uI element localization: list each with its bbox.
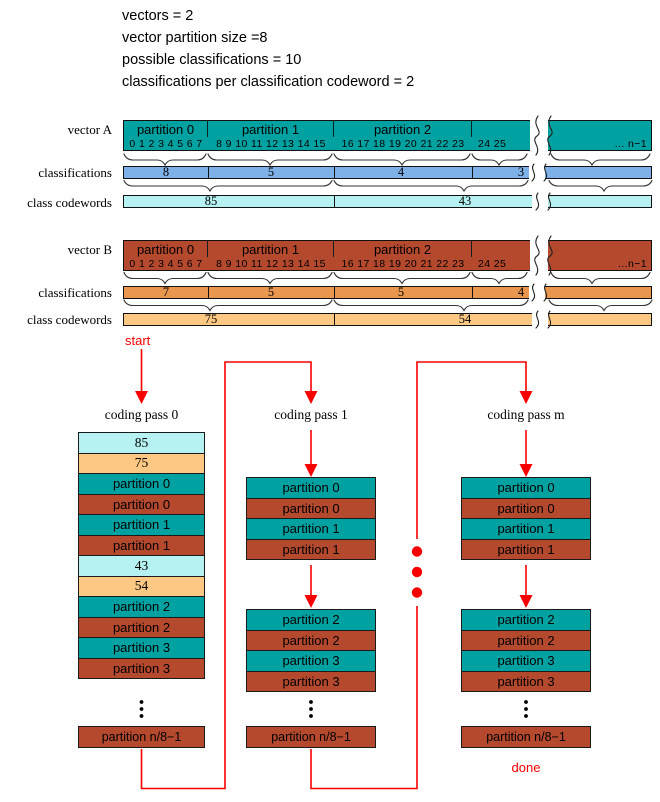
- divider: [334, 167, 335, 178]
- intro-line: vectors = 2: [122, 8, 194, 24]
- coding-pass-1-last-box: partition n/8−1: [246, 726, 376, 748]
- stack-box-codeword: 75: [78, 453, 205, 475]
- vector-b-partition-row: [124, 241, 651, 257]
- stack-box-partition: partition 0: [461, 498, 591, 520]
- divider: [472, 287, 473, 298]
- codeword-value: 85: [204, 194, 218, 208]
- classification-value: 5: [267, 285, 275, 299]
- stack-box-partition: partition 3: [461, 671, 591, 693]
- start-label: start: [125, 333, 151, 348]
- divider: [208, 167, 209, 178]
- classification-value: 3: [517, 165, 525, 179]
- partition-label: partition 1: [208, 241, 334, 257]
- number-group: 16 17 18 19 20 21 22 23: [341, 137, 465, 150]
- label-class-codewords-b: class codewords: [27, 312, 112, 327]
- vector-a-partition-row: [124, 121, 651, 137]
- stack-box-partition: partition 1: [461, 539, 591, 561]
- stack-box-codeword: 85: [78, 432, 205, 454]
- label-class-codewords-a: class codewords: [27, 195, 112, 210]
- coding-pass-m-last-box: partition n/8−1: [461, 726, 591, 748]
- partition-label: partition 0: [124, 121, 208, 137]
- partition-label: partition 2: [334, 121, 472, 137]
- vector-b-bar: [123, 240, 652, 271]
- vector-a-bar: [123, 120, 652, 151]
- stack-box-partition: partition 3: [246, 671, 376, 693]
- label-vector-b: vector B: [67, 242, 112, 257]
- codeword-value: 54: [458, 312, 472, 326]
- number-group: 8 9 10 11 12 13 14 15: [216, 257, 326, 270]
- number-group: 0 1 2 3 4 5 6 7: [129, 257, 203, 270]
- stack-box-partition: partition 2: [246, 609, 376, 631]
- partition-label-blank: [472, 121, 651, 137]
- coding-pass-m-group-2: [461, 609, 591, 692]
- label-classifications-a: classifications: [38, 165, 112, 180]
- partition-label-blank: [472, 241, 651, 257]
- stack-box-partition: partition 3: [78, 658, 205, 680]
- vector-a-number-row: [124, 137, 651, 150]
- stack-box-partition: partition 1: [246, 539, 376, 561]
- coding-pass-0-stack: [78, 432, 205, 679]
- codeword-value: 75: [204, 312, 218, 326]
- classification-value: 4: [397, 165, 405, 179]
- vector-b-tail: ...n−1: [618, 257, 647, 270]
- number-group: 16 17 18 19 20 21 22 23: [341, 257, 465, 270]
- intro-line: classifications per classification codeword = 2: [122, 74, 415, 90]
- label-vector-a: vector A: [67, 122, 112, 137]
- intro-line: vector partition size =8: [122, 30, 268, 46]
- classification-value: 4: [517, 285, 525, 299]
- classifications-row-a: [123, 166, 652, 179]
- coding-pass-1-label: coding pass 1: [274, 407, 348, 422]
- stack-box-partition: partition 2: [461, 630, 591, 652]
- classification-value: 8: [162, 165, 170, 179]
- stack-box-partition: partition 0: [246, 498, 376, 520]
- stack-box-partition: partition 0: [246, 477, 376, 499]
- stack-box-partition: partition 3: [461, 650, 591, 672]
- done-label: done: [511, 760, 541, 775]
- stack-box-partition: partition 3: [78, 637, 205, 659]
- stack-box-codeword: 54: [78, 576, 205, 598]
- stack-box-partition: partition 1: [78, 535, 205, 557]
- stack-box-partition: partition 0: [78, 494, 205, 516]
- stack-box-partition: partition 2: [78, 617, 205, 639]
- partition-label: partition 0: [124, 241, 208, 257]
- number-group: 8 9 10 11 12 13 14 15: [216, 137, 326, 150]
- divider: [334, 314, 335, 325]
- number-group: 0 1 2 3 4 5 6 7: [129, 137, 203, 150]
- coding-pass-m-label: coding pass m: [487, 407, 565, 422]
- more-partitions-ellipsis: [140, 700, 528, 718]
- partition-label: partition 1: [208, 121, 334, 137]
- classifications-row-b: [123, 286, 652, 299]
- stack-box-partition: partition 2: [461, 609, 591, 631]
- divider: [208, 287, 209, 298]
- coding-pass-m-group-1: [461, 477, 591, 560]
- stack-box-partition: partition 2: [246, 630, 376, 652]
- more-passes-ellipsis: [412, 546, 422, 597]
- stack-box-partition: partition 2: [78, 596, 205, 618]
- coding-pass-0-label: coding pass 0: [104, 407, 179, 422]
- stack-box-partition: partition 0: [461, 477, 591, 499]
- number-group: 24 25: [478, 257, 507, 270]
- codeword-value: 43: [458, 194, 472, 208]
- classification-value: 7: [162, 285, 170, 299]
- stack-box-partition: partition 1: [78, 514, 205, 536]
- vector-b-number-row: [124, 257, 651, 270]
- stack-box-partition: partition 1: [246, 518, 376, 540]
- intro-text: [122, 5, 414, 93]
- intro-line: possible classifications = 10: [122, 52, 302, 68]
- coding-pass-1-group-1: [246, 477, 376, 560]
- classification-value: 5: [267, 165, 275, 179]
- divider: [472, 167, 473, 178]
- class-codewords-row-a: [123, 195, 652, 208]
- label-classifications-b: classifications: [38, 285, 112, 300]
- divider: [334, 196, 335, 207]
- stack-box-partition: partition 1: [461, 518, 591, 540]
- divider: [334, 287, 335, 298]
- stack-box-partition: partition 0: [78, 473, 205, 495]
- class-codewords-row-b: [123, 313, 652, 326]
- number-group-tail: [472, 257, 651, 270]
- number-group-tail: [472, 137, 651, 150]
- coding-pass-1-group-2: [246, 609, 376, 692]
- partition-label: partition 2: [334, 241, 472, 257]
- coding-pass-0-last-box: partition n/8−1: [78, 726, 205, 748]
- number-group: 24 25: [478, 137, 507, 150]
- vector-a-tail: ... n−1: [614, 137, 647, 150]
- stack-box-partition: partition 3: [246, 650, 376, 672]
- classification-value: 5: [397, 285, 405, 299]
- stack-box-codeword: 43: [78, 555, 205, 577]
